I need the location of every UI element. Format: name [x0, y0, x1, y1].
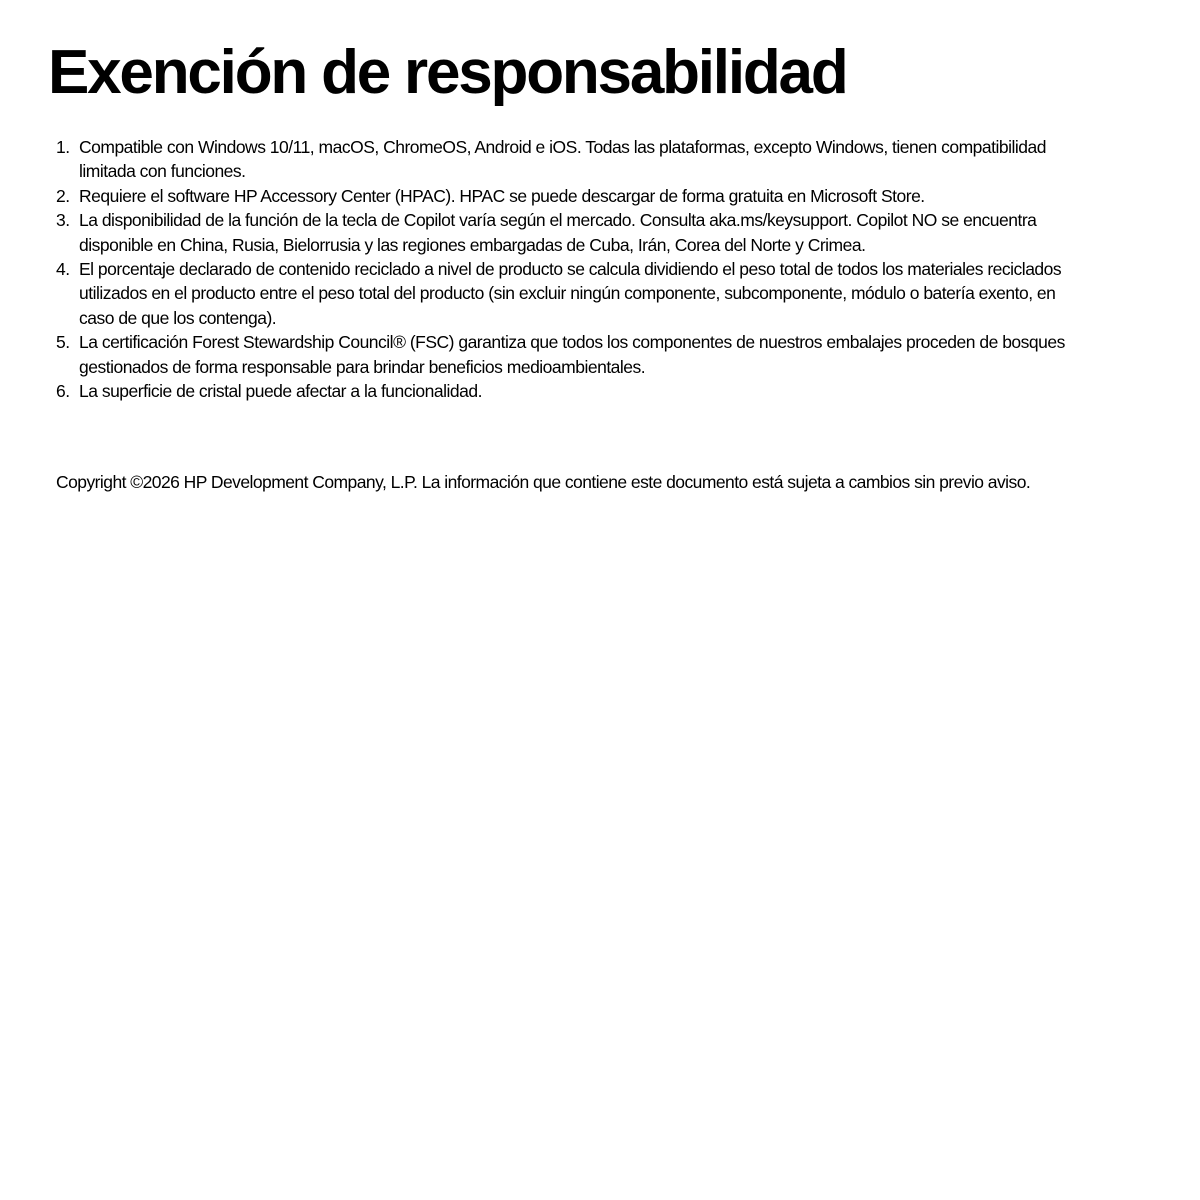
disclaimer-item-number: 1.: [56, 137, 70, 157]
disclaimer-item-5: [56, 330, 1086, 379]
disclaimer-item-text: La certificación Forest Stewardship Council® (FSC) garantiza que todos los componentes de nuestros embalajes proceden de bosques gestionados de forma responsable para brindar beneficios medioambientales.: [79, 332, 1065, 377]
disclaimer-item-number: 6.: [56, 381, 70, 402]
disclaimer-item-2: [56, 184, 1086, 208]
disclaimer-item-number: 2.: [56, 185, 70, 206]
disclaimer-item-1: [56, 135, 1086, 184]
disclaimer-item-text: El porcentaje declarado de contenido reciclado a nivel de producto se calcula dividiendo el peso total de todos los materiales reciclados utilizados en el producto entre el peso total del producto (sin excluir ningún componente, subcomponente, módulo o batería exento, en caso de que los contenga).: [79, 259, 1062, 328]
page-title: Exención de responsabilidad: [48, 38, 847, 107]
disclaimer-item-number: 4.: [56, 259, 70, 280]
disclaimer-item-4: [56, 257, 1086, 330]
copyright-notice: Copyright ©2026 HP Development Company, L.P. La información que contiene este documento está sujeta a cambios sin previo aviso.: [56, 472, 1031, 492]
disclaimer-item-number: 5.: [56, 332, 70, 353]
disclaimer-item-text: Requiere el software HP Accessory Center (HPAC). HPAC se puede descargar de forma gratuita en Microsoft Store.: [79, 185, 925, 206]
disclaimer-item-text: La disponibilidad de la función de la tecla de Copilot varía según el mercado. Consulta aka.ms/keysupport. Copilot NO se encuentra disponible en China, Rusia, Bielorrusia y las regiones embargadas de Cuba, Irán, Corea del Norte y Crimea.: [79, 210, 1037, 255]
disclaimer-item-6: [56, 379, 1086, 403]
disclaimer-item-3: [56, 208, 1086, 257]
disclaimer-list: [56, 135, 1086, 403]
disclaimer-item-text: Compatible con Windows 10/11, macOS, ChromeOS, Android e iOS. Todas las plataformas, excepto Windows, tienen compatibilidad limitada con funciones.: [79, 137, 1046, 182]
disclaimer-item-text: La superficie de cristal puede afectar a la funcionalidad.: [79, 381, 482, 402]
disclaimer-item-number: 3.: [56, 210, 70, 231]
